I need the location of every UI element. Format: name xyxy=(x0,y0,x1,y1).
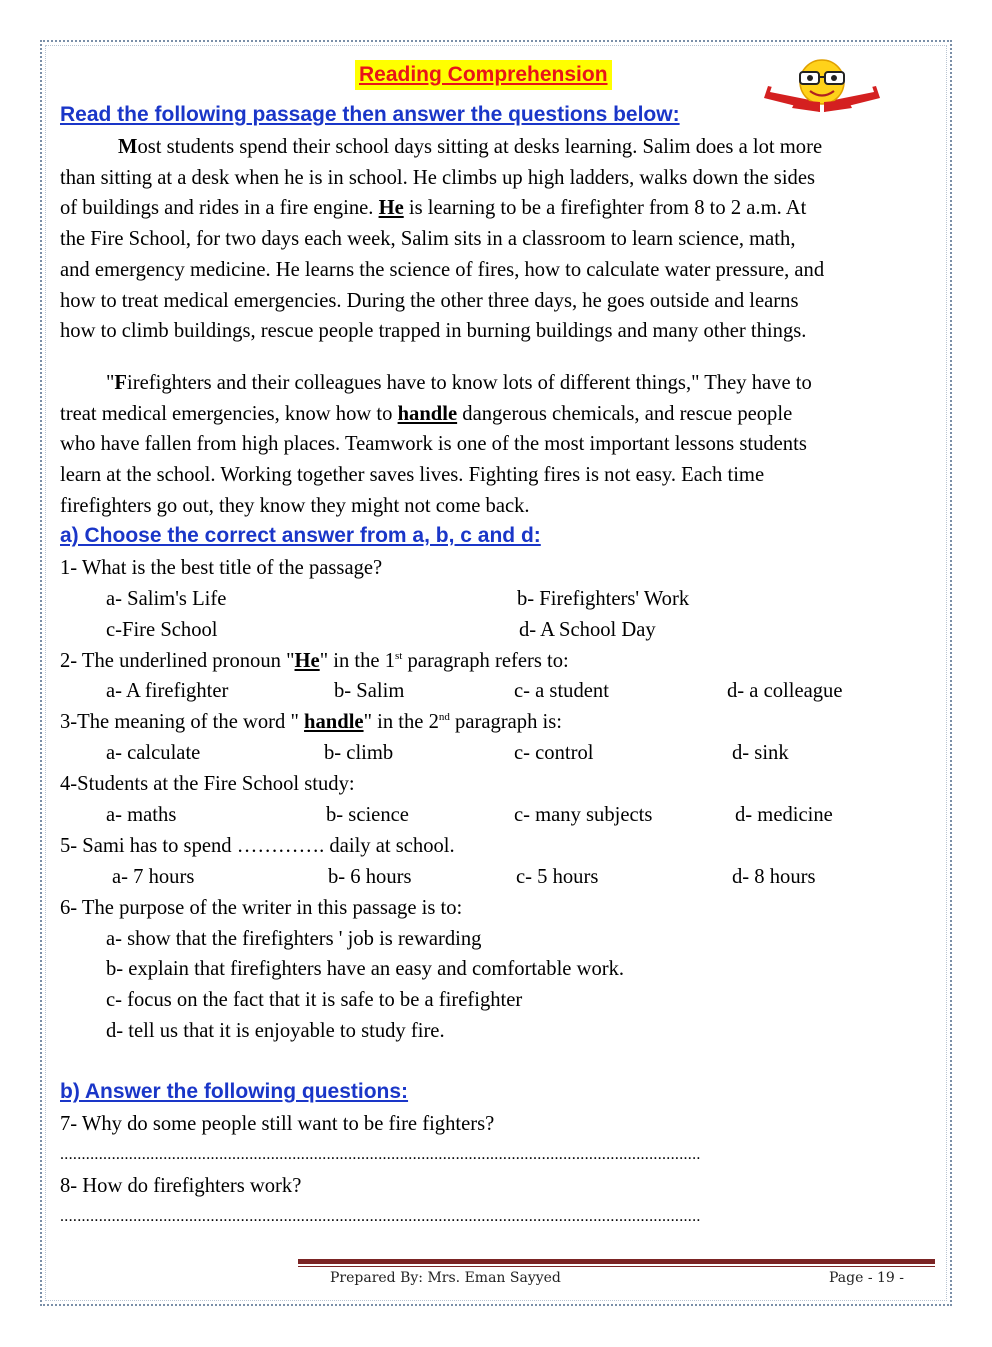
q4-option-a: a- maths xyxy=(106,804,177,826)
q2-option-c: c- a student xyxy=(514,680,609,702)
drop-letter-f: F xyxy=(114,372,128,394)
section-b-heading: b) Answer the following questions: xyxy=(60,1080,409,1103)
question-5: 5- Sami has to spend …………. daily at school. xyxy=(60,835,455,857)
q6-option-d: d- tell us that it is enjoyable to study fire. xyxy=(106,1020,445,1042)
section-a-heading: a) Choose the correct answer from a, b, c and d: xyxy=(60,524,541,547)
q1-option-a: a- Salim's Life xyxy=(106,588,227,610)
q3-option-a: a- calculate xyxy=(106,742,201,764)
passage-paragraph-2: "Firefighters and their colleagues have to know lots of different things," They have to treat medical emergencies, know how to handle dangerous chemicals, and rescue people who have fallen from high places. Teamwork is one of the most important lessons students learn at the school. Working together saves lives. Fighting fires is not easy. Each time firefighters go out, they know they might not come back. xyxy=(60,372,812,517)
q1-option-d: d- A School Day xyxy=(519,619,656,641)
passage-paragraph-1: Most students spend their school days sitting at desks learning. Salim does a lot more than sitting at a desk when he is in school. He climbs up high ladders, walks down the sides of buildings and rides in a fire engine. He is learning to be a firefighter from 8 to 2 a.m. At the Fire School, for two days each week, Salim sits in a classroom to learn science, math, and emergency medicine. He learns the science of fires, how to calculate water pressure, and how to treat medical emergencies. During the other three days, he goes outside and learns how to climb buildings, rescue people trapped in burning buildings and many other things. xyxy=(60,136,825,343)
footer-page-number: Page - 19 - xyxy=(829,1270,905,1286)
footer-divider xyxy=(298,1259,935,1264)
question-2: 2- The underlined pronoun "He" in the 1st paragraph refers to: xyxy=(60,650,569,672)
footer-prepared-by: Prepared By: Mrs. Eman Sayyed xyxy=(330,1270,561,1286)
underlined-handle: handle xyxy=(397,402,458,425)
instruction-heading: Read the following passage then answer the questions below: xyxy=(60,103,680,126)
q6-option-c: c- focus on the fact that it is safe to be a firefighter xyxy=(106,989,523,1011)
page-title: Reading Comprehension xyxy=(355,60,612,90)
q5-option-b: b- 6 hours xyxy=(328,866,412,888)
q6-option-b: b- explain that firefighters have an easy and comfortable work. xyxy=(106,958,625,980)
q2-option-d: d- a colleague xyxy=(727,680,843,702)
q5-option-d: d- 8 hours xyxy=(732,866,816,888)
q1-option-c: c-Fire School xyxy=(106,619,218,641)
answer-line-8[interactable]: ..................................................................................................................................................... xyxy=(60,1208,701,1225)
q4-option-b: b- science xyxy=(326,804,409,826)
q5-option-c: c- 5 hours xyxy=(516,866,599,888)
reading-smiley-icon xyxy=(762,58,882,114)
q2-option-b: b- Salim xyxy=(334,680,405,702)
q5-option-a: a- 7 hours xyxy=(112,866,195,888)
q4-option-c: c- many subjects xyxy=(514,804,653,826)
question-7: 7- Why do some people still want to be fire fighters? xyxy=(60,1113,495,1135)
q1-option-b: b- Firefighters' Work xyxy=(517,588,690,610)
question-8: 8- How do firefighters work? xyxy=(60,1175,302,1197)
question-3: 3-The meaning of the word " handle" in the 2nd paragraph is: xyxy=(60,711,562,733)
question-6: 6- The purpose of the writer in this passage is to: xyxy=(60,897,463,919)
q4-option-d: d- medicine xyxy=(735,804,833,826)
drop-letter-m: M xyxy=(118,136,138,158)
answer-line-7[interactable]: ..................................................................................................................................................... xyxy=(60,1146,701,1163)
q6-option-a: a- show that the firefighters ' job is rewarding xyxy=(106,928,482,950)
question-1: 1- What is the best title of the passage? xyxy=(60,557,383,579)
underlined-he: He xyxy=(378,197,404,220)
q2-option-a: a- A firefighter xyxy=(106,680,229,702)
q3-option-c: c- control xyxy=(514,742,594,764)
footer-divider-thin xyxy=(298,1266,935,1267)
q3-option-d: d- sink xyxy=(732,742,789,764)
q3-option-b: b- climb xyxy=(324,742,394,764)
question-4: 4-Students at the Fire School study: xyxy=(60,773,355,795)
